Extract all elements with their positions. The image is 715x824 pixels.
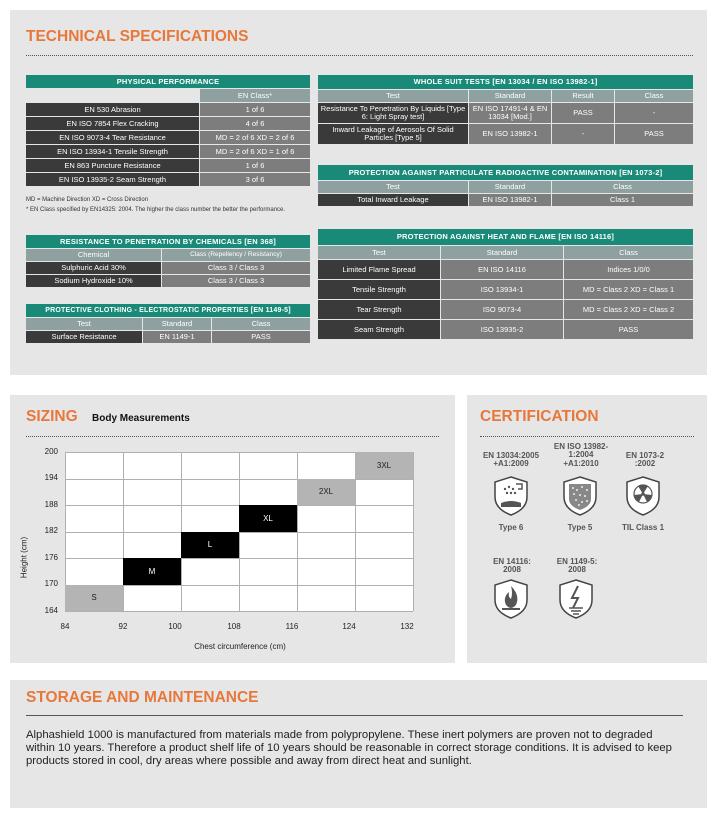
x-tick-label: 132 xyxy=(400,622,414,631)
physical-value: MD = 2 of 6 XD = 1 of 6 xyxy=(200,145,310,158)
whole-suit-test: Resistance To Penetration By Liquids [Type 6: Light Spray test] xyxy=(318,103,468,123)
test-col-header: Test xyxy=(318,90,468,102)
physical-value: 1 of 6 xyxy=(200,159,310,172)
certification-panel xyxy=(467,395,707,663)
y-tick-label: 200 xyxy=(44,447,58,456)
physical-test: EN 530 Abrasion xyxy=(26,103,199,116)
physical-test: EN ISO 9073-4 Tear Resistance xyxy=(26,131,199,144)
certification-title: CERTIFICATION xyxy=(480,408,599,425)
certification-divider xyxy=(480,436,694,437)
cert-standard: EN 14116: 2008 xyxy=(493,557,531,575)
heat-class: PASS xyxy=(564,320,693,339)
x-tick-label: 108 xyxy=(227,622,241,631)
whole-suit-class: PASS xyxy=(615,124,693,144)
test-col-header: Test xyxy=(318,181,468,193)
whole-suit-standard: EN ISO 17491-4 & EN 13034 [Mod.] xyxy=(469,103,551,123)
cert-standard: EN 1149-5: 2008 xyxy=(556,557,598,575)
size-cell-l: L xyxy=(181,532,239,559)
y-tick-label: 194 xyxy=(44,473,58,482)
physical-value: 3 of 6 xyxy=(200,173,310,186)
grid-line-horizontal xyxy=(65,558,413,559)
chemical-col-header: Chemical xyxy=(26,249,161,261)
particle-shield-icon xyxy=(561,475,599,517)
physical-value: 1 of 6 xyxy=(200,103,310,116)
x-tick-label: 100 xyxy=(168,622,182,631)
whole-suit-title: WHOLE SUIT TESTS [EN 13034 / EN ISO 13982-1] xyxy=(318,75,693,89)
physical-test: EN ISO 7854 Flex Cracking xyxy=(26,117,199,130)
physical-value: 4 of 6 xyxy=(200,117,310,130)
chemical-class: Class 3 / Class 3 xyxy=(162,275,310,287)
direction-note: MD = Machine Direction XD = Cross Direction xyxy=(26,197,149,203)
heat-test: Limited Flame Spread xyxy=(318,260,440,279)
standard-col-header: Standard xyxy=(441,246,563,259)
chemicals-table xyxy=(25,234,311,288)
sizing-panel xyxy=(10,395,455,663)
heat-flame-table xyxy=(317,228,694,340)
en-class-note: * EN Class specified by EN14325: 2004. The higher the class number the better the performance. xyxy=(26,207,286,213)
whole-suit-standard: EN ISO 13982-1 xyxy=(469,124,551,144)
test-col-header: Test xyxy=(26,318,142,330)
grid-line-vertical xyxy=(413,452,414,611)
physical-test: EN ISO 13934-1 Tensile Strength xyxy=(26,145,199,158)
electrostatic-table xyxy=(25,303,311,344)
heat-class: MD = Class 2 XD = Class 1 xyxy=(564,280,693,299)
result-col-header: Result xyxy=(552,90,614,102)
standard-col-header: Standard xyxy=(469,90,551,102)
heat-test: Tensile Strength xyxy=(318,280,440,299)
cert-standard: EN 1073-2 :2002 xyxy=(625,451,665,469)
standard-col-header: Standard xyxy=(469,181,551,193)
heat-test: Seam Strength xyxy=(318,320,440,339)
spray-shield-icon xyxy=(492,475,530,517)
x-tick-label: 92 xyxy=(118,622,128,631)
cert-type: TIL Class 1 xyxy=(621,523,665,532)
chemical-name: Sulphuric Acid 30% xyxy=(26,262,161,274)
size-chart xyxy=(10,395,455,663)
heat-class: MD = Class 2 XD = Class 2 xyxy=(564,300,693,319)
class-col-header: Class (Repellency / Resistancy) xyxy=(162,249,310,261)
standard-col-header: Standard xyxy=(143,318,211,330)
class-col-header: Class xyxy=(615,90,693,102)
storage-panel xyxy=(10,680,707,808)
chemical-class: Class 3 / Class 3 xyxy=(162,262,310,274)
heat-test: Tear Strength xyxy=(318,300,440,319)
radioactive-standard: EN ISO 13982-1 xyxy=(469,194,551,206)
flame-shield-icon xyxy=(492,578,530,620)
heat-standard: EN ISO 14116 xyxy=(441,260,563,279)
heat-standard: ISO 9073-4 xyxy=(441,300,563,319)
electrostatic-title: PROTECTIVE CLOTHING - ELECTROSTATIC PROPERTIES [EN 1149-5] xyxy=(26,304,310,317)
x-axis-label: Chest circumference (cm) xyxy=(194,642,286,651)
chemical-name: Sodium Hydroxide 10% xyxy=(26,275,161,287)
size-cell-3xl: 3XL xyxy=(355,452,413,479)
x-tick-label: 116 xyxy=(285,622,299,631)
size-cell-m: M xyxy=(123,558,181,585)
y-tick-label: 188 xyxy=(44,500,58,509)
class-col-header: Class xyxy=(552,181,693,193)
storage-title: STORAGE AND MAINTENANCE xyxy=(26,689,259,706)
radioactive-title: PROTECTION AGAINST PARTICULATE RADIOACTIVE CONTAMINATION [EN 1073-2] xyxy=(318,165,693,180)
tech-spec-panel xyxy=(10,10,707,375)
whole-suit-result: - xyxy=(552,124,614,144)
radioactive-shield-icon xyxy=(624,475,662,517)
chemicals-title: RESISTANCE TO PENETRATION BY CHEMICALS [EN 368] xyxy=(26,235,310,248)
x-tick-label: 124 xyxy=(342,622,356,631)
cert-standard: EN 13034:2005 +A1:2009 xyxy=(482,451,540,469)
cert-standard: EN ISO 13982-1:2004 +A1:2010 xyxy=(553,442,609,468)
size-cell-s: S xyxy=(65,585,123,612)
cert-type: Type 6 xyxy=(498,523,524,532)
whole-suit-table xyxy=(317,74,694,145)
electrostatic-class: PASS xyxy=(212,331,310,343)
grid-line-horizontal xyxy=(65,611,413,612)
cert-type: Type 5 xyxy=(567,523,593,532)
tech-spec-title: TECHNICAL SPECIFICATIONS xyxy=(26,28,249,45)
heat-standard: ISO 13935-2 xyxy=(441,320,563,339)
physical-value: MD = 2 of 6 XD = 2 of 6 xyxy=(200,131,310,144)
class-col-header: Class xyxy=(212,318,310,330)
test-col-header: Test xyxy=(318,246,440,259)
static-shield-icon xyxy=(557,578,595,620)
heat-flame-title: PROTECTION AGAINST HEAT AND FLAME [EN ISO 14116] xyxy=(318,229,693,245)
size-cell-xl: XL xyxy=(239,505,297,532)
whole-suit-result: PASS xyxy=(552,103,614,123)
physical-performance-table xyxy=(25,74,311,187)
whole-suit-test: Inward Leakage of Aerosols Of Solid Particles [Type 5] xyxy=(318,124,468,144)
physical-performance-title: PHYSICAL PERFORMANCE xyxy=(26,75,310,88)
en-class-header: EN Class* xyxy=(200,89,310,102)
grid-line-horizontal xyxy=(65,532,413,533)
sizing-subtitle: Body Measurements xyxy=(92,413,190,424)
whole-suit-class: - xyxy=(615,103,693,123)
electrostatic-test: Surface Resistance xyxy=(26,331,142,343)
radioactive-test: Total Inward Leakage xyxy=(318,194,468,206)
storage-divider xyxy=(26,715,683,716)
y-tick-label: 176 xyxy=(44,553,58,562)
grid-line-horizontal xyxy=(65,479,413,480)
physical-test: EN 863 Puncture Resistance xyxy=(26,159,199,172)
sizing-title: SIZING xyxy=(26,408,78,425)
y-axis-label: Height (cm) xyxy=(19,536,29,579)
heat-standard: ISO 13934-1 xyxy=(441,280,563,299)
x-tick-label: 84 xyxy=(60,622,70,631)
physical-test: EN ISO 13935-2 Seam Strength xyxy=(26,173,199,186)
radioactive-class: Class 1 xyxy=(552,194,693,206)
y-tick-label: 164 xyxy=(44,606,58,615)
tech-spec-divider xyxy=(26,55,693,56)
y-tick-label: 182 xyxy=(44,526,58,535)
electrostatic-standard: EN 1149-1 xyxy=(143,331,211,343)
y-tick-label: 170 xyxy=(44,579,58,588)
storage-text: Alphashield 1000 is manufactured from materials made from polypropylene. These inert polymers are proven not to degraded within 10 years. Therefore a product shelf life of 10 years should be reasonable in correct storage conditions. It is advised to keep products stored in cool, dry areas where possible and away from direct heat and sunlight. xyxy=(26,729,672,767)
heat-class: Indices 1/0/0 xyxy=(564,260,693,279)
size-cell-2xl: 2XL xyxy=(297,479,355,506)
radioactive-table xyxy=(317,164,694,207)
class-col-header: Class xyxy=(564,246,693,259)
